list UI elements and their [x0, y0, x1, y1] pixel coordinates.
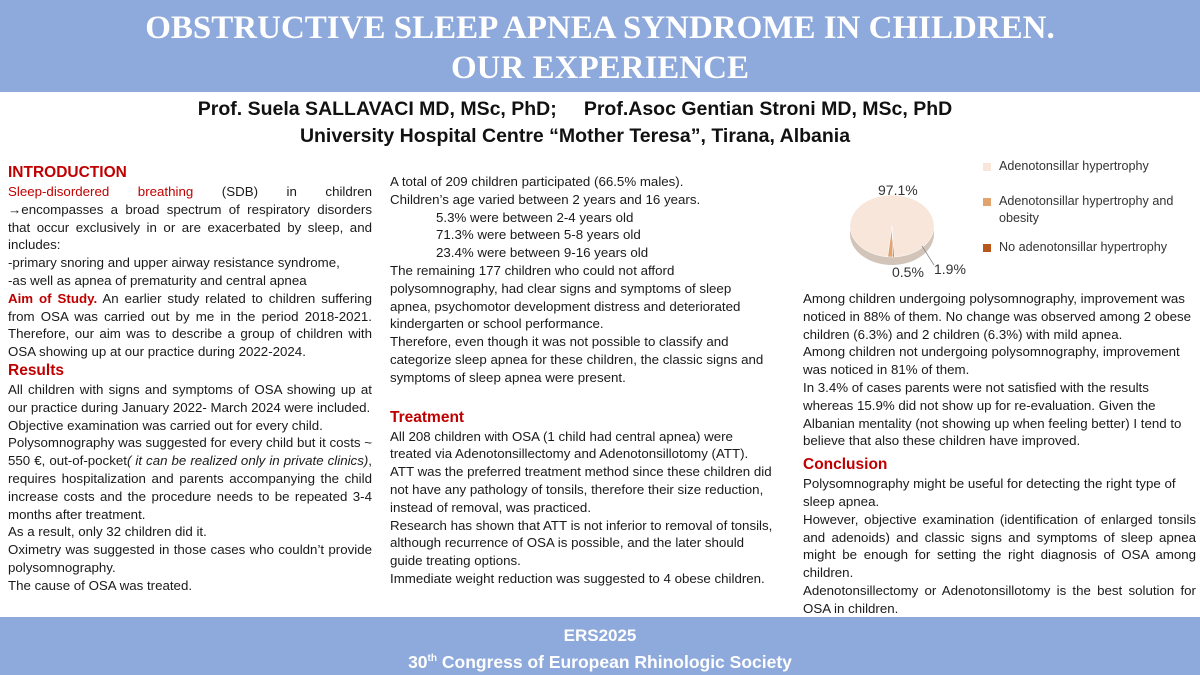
results-p3a: Polysomnography was suggested for every child but it costs ~ 550 €, out-of-pocket [8, 435, 373, 469]
title-line-2: OUR EXPERIENCE [451, 50, 749, 86]
age-group-2: 71.3% were between 5-8 years old [436, 227, 641, 243]
results-p1: All children with signs and symptoms of OSA showing up at our practice during January 2022- March 2024 were included. [8, 381, 372, 415]
intro-item-snoring: -primary snoring and upper airway resistance syndrome, [8, 255, 340, 271]
conclusion-heading: Conclusion [803, 456, 888, 474]
results-heading: Results [8, 361, 64, 379]
sdb-rest: (SDB) in children [193, 184, 372, 199]
results-p6: The cause of OSA was treated. [8, 577, 193, 593]
chart-legend [983, 158, 1193, 268]
right-p2: Among children not undergoing polysomnography, improvement was noticed in 81% of them. [803, 344, 1180, 378]
intro-sdb-line [8, 183, 372, 201]
aim-text: An earlier study related to children suffering from OSA was carried out by me in the period 2018-2021. Therefore, our aim was to describe a group of children with OSA showing up at our practice during 2022-2024. [8, 290, 372, 360]
conference-number: 30 [408, 651, 428, 672]
legend-swatch [983, 163, 991, 171]
spacer [390, 387, 775, 404]
conference-rest: Congress of European Rhinologic Society [437, 651, 792, 672]
legend-label: Adenotonsillar hypertrophy [999, 159, 1149, 173]
treatment-p1: All 208 children with OSA (1 child had central apnea) were treated via Adenotonsillectomy and Adenotonsillotomy (ATT). [390, 428, 749, 462]
results-p3c: , requires hospitalization and parents accompanying the child increase costs and the procedure needs to be repeated 3-4 months after treatment. [8, 453, 372, 522]
right-p3: In 3.4% of cases parents were not satisfied with the results [803, 379, 1149, 395]
title-banner [0, 0, 1200, 92]
right-p1: Among children undergoing polysomnography, improvement was noticed in 88% of them. No change was observed among 2 obese children (6.3%) and 2 children (6.3%) with mild apnea. [803, 291, 1192, 342]
affiliation-line: University Hospital Centre “Mother Teresa”, Tirana, Albania [299, 125, 851, 147]
participants-line: A total of 209 children participated (66.5% males). [390, 174, 684, 189]
legend-item-adenotonsillar-hypertrophy [983, 158, 1193, 175]
title-line-1: OBSTRUCTIVE SLEEP APNEA SYNDROME IN CHILDREN. [145, 10, 1055, 46]
remaining-children-paragraph: The remaining 177 children who could not afford polysomnography, had clear signs and symptoms of sleep apnea, psychomotor development distress and deteriorated kindergarten or school performance. [390, 262, 741, 332]
results-p3b: ( it can be realized only in private clinics) [126, 453, 369, 469]
poster-title [0, 0, 1200, 88]
conclusion-p3: Adenotonsillectomy or Adenotonsillotomy is the best solution for OSA in children. [803, 582, 1196, 616]
legend-label: No adenotonsillar hypertrophy [999, 240, 1168, 254]
middle-column [390, 173, 775, 588]
legend-item-hypertrophy-obesity [983, 193, 1193, 227]
pie-group [850, 195, 934, 265]
age-group-3: 23.4% were between 9-16 years old [436, 245, 649, 261]
footer-banner [0, 617, 1200, 675]
conclusion-p2: However, objective examination (identification of enlarged tonsils and adenoids) and classic signs and symptoms of sleep apnea might be enough for setting the right diagnosis of OSA among children. [803, 511, 1196, 581]
conclusion-p1: Polysomnography might be useful for detecting the right type of sleep apnea. [803, 476, 1176, 509]
legend-swatch [983, 198, 991, 206]
aim-label: Aim of Study. [8, 290, 98, 306]
age-group-1: 5.3% were between 2-4 years old [436, 209, 634, 225]
treatment-p4: Immediate weight reduction was suggested to 4 obese children. [390, 570, 765, 586]
therefore-paragraph: Therefore, even though it was not possible to classify and categorize sleep apnea for these children, the classic signs and symptoms of sleep apnea were present. [390, 334, 764, 385]
introduction-heading: INTRODUCTION [8, 164, 127, 181]
treatment-heading: Treatment [390, 408, 465, 426]
results-p3 [8, 434, 372, 523]
left-column [8, 163, 372, 595]
legend-item-no-hypertrophy [983, 239, 1193, 256]
aim-paragraph [8, 290, 372, 361]
sdb-term: Sleep-disordered breathing [8, 184, 194, 199]
results-p4: As a result, only 32 children did it. [8, 524, 207, 540]
authors-line: Prof. Suela SALLAVACI MD, MSc, PhD; Prof.Asoc Gentian Stroni MD, MSc, PhD [197, 98, 953, 120]
legend-swatch [983, 244, 991, 252]
conference-title [0, 647, 1200, 674]
right-column [803, 290, 1196, 618]
conference-ordinal: th [427, 653, 437, 664]
right-p4: whereas 15.9% did not show up for re-evaluation. Given the Albanian mentality (not showing up when feeling better) I tend to believe that also these children have improved. [803, 397, 1182, 449]
pie-label-hypertrophy-obesity: 1.9% [934, 261, 966, 277]
conference-name: ERS2025 [563, 626, 637, 645]
intro-item-apnea: -as well as apnea of prematurity and central apnea [8, 272, 307, 288]
pie-label-adenotonsillar-hypertrophy: 97.1% [878, 182, 918, 198]
pie-chart [830, 158, 980, 283]
results-p2: Objective examination was carried out for every child. [8, 417, 323, 433]
treatment-p2: ATT was the preferred treatment method since these children did not have any pathology of tonsils, therefore their size reduction, instead of removal, was practiced. [390, 464, 772, 515]
age-range-line: Children’s age varied between 2 years and 16 years. [390, 191, 701, 207]
treatment-p3: Research has shown that ATT is not inferior to removal of tonsils, although recurrence of OSA is possible, and the later should guide treating options. [390, 517, 773, 569]
authors-block [0, 96, 1150, 150]
results-p5: Oximetry was suggested in those cases who couldn’t provide polysomnography. [8, 542, 372, 575]
intro-paragraph: →encompasses a broad spectrum of respiratory disorders that occur exclusively in or are exacerbated by sleep, and includes: [8, 201, 372, 253]
legend-label: Adenotonsillar hypertrophy and obesity [999, 194, 1174, 225]
pie-label-no-hypertrophy: 0.5% [892, 264, 924, 280]
